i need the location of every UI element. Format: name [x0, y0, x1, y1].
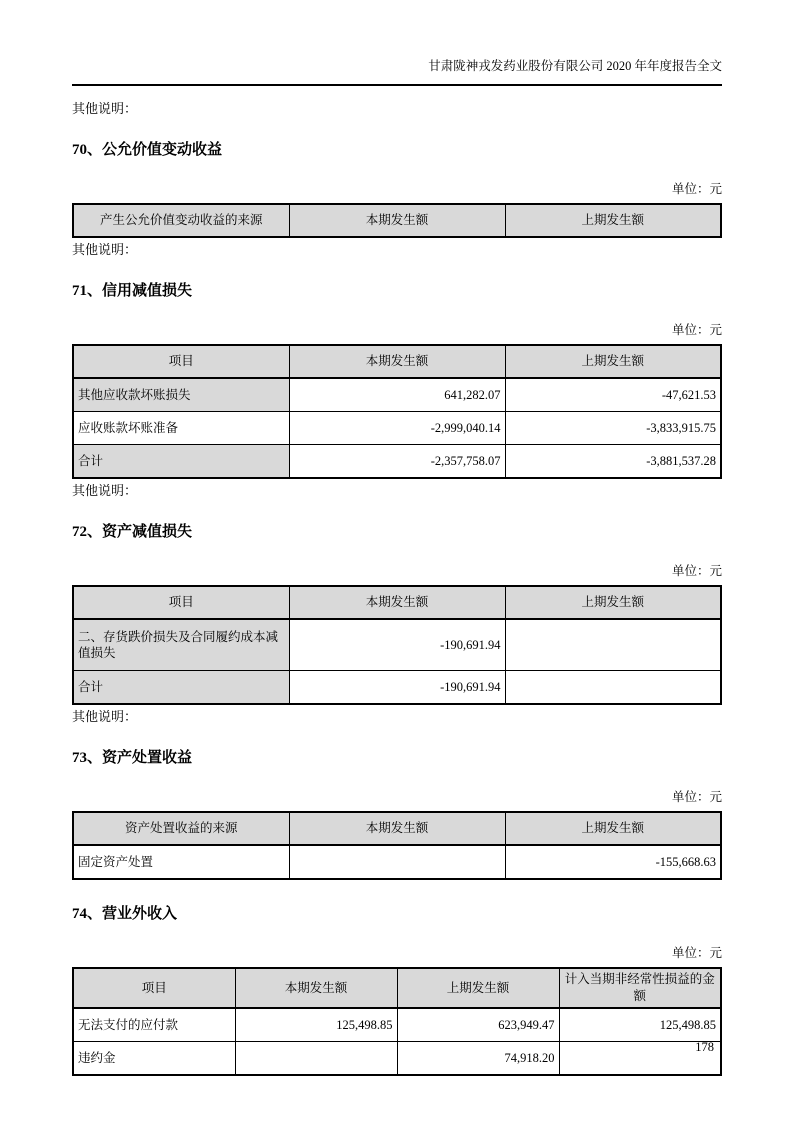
other-note-70: 其他说明：: [72, 242, 138, 257]
table-row: [73, 619, 721, 671]
current-period-value: -2,999,040.14: [289, 412, 505, 445]
section-71-heading: 71、信用减值损失: [72, 283, 193, 299]
unit-label-71: 单位：元: [671, 323, 722, 337]
other-note-71: 其他说明：: [72, 483, 138, 498]
non-recurring-value: 125,498.85: [559, 1008, 721, 1042]
fair-value-change-table: [72, 203, 722, 238]
column-header: 项目: [73, 345, 289, 378]
table-row: [73, 845, 721, 879]
prior-period-value: [505, 619, 721, 671]
non-operating-income-table: [72, 967, 722, 1076]
row-label: 违约金: [73, 1042, 235, 1076]
column-header: 本期发生额: [289, 812, 505, 845]
table-header-row: [73, 812, 721, 845]
other-note-top: 其他说明：: [72, 101, 138, 116]
column-header: 资产处置收益的来源: [73, 812, 289, 845]
column-header: 上期发生额: [505, 586, 721, 619]
row-label: 二、存货跌价损失及合同履约成本减值损失: [73, 619, 289, 671]
table-header-row: [73, 345, 721, 378]
unit-label-74: 单位：元: [671, 946, 722, 960]
row-label: 固定资产处置: [73, 845, 289, 879]
unit-label-70: 单位：元: [671, 182, 722, 196]
column-header: 项目: [73, 586, 289, 619]
column-header: 本期发生额: [289, 345, 505, 378]
prior-period-value: 74,918.20: [397, 1042, 559, 1076]
column-header: 上期发生额: [505, 204, 721, 237]
section-73-heading: 73、资产处置收益: [72, 750, 193, 766]
prior-period-value: -47,621.53: [505, 378, 721, 412]
page-number: 178: [695, 1040, 714, 1054]
row-label: 其他应收款坏账损失: [73, 378, 289, 412]
column-header: 本期发生额: [289, 586, 505, 619]
current-period-value: -190,691.94: [289, 671, 505, 705]
asset-disposal-income-table: [72, 811, 722, 880]
table-row-total: [73, 671, 721, 705]
column-header: 上期发生额: [505, 345, 721, 378]
document-header: [72, 0, 722, 86]
table-row-total: [73, 445, 721, 479]
table-header-row: [73, 968, 721, 1008]
column-header: 本期发生额: [235, 968, 397, 1008]
table-row: [73, 1042, 721, 1076]
table-row: [73, 1008, 721, 1042]
column-header: 项目: [73, 968, 235, 1008]
table-header-row: [73, 586, 721, 619]
column-header: 本期发生额: [289, 204, 505, 237]
unit-label-73: 单位：元: [671, 790, 722, 804]
column-header: 计入当期非经常性损益的金额: [559, 968, 721, 1008]
credit-impairment-table: [72, 344, 722, 479]
section-70-heading: 70、公允价值变动收益: [72, 142, 223, 158]
prior-period-value: [505, 671, 721, 705]
row-label: 合计: [73, 671, 289, 705]
column-header: 上期发生额: [505, 812, 721, 845]
section-74-heading: 74、营业外收入: [72, 906, 178, 922]
table-row: [73, 412, 721, 445]
current-period-value: -190,691.94: [289, 619, 505, 671]
asset-impairment-table: [72, 585, 722, 705]
table-row: [73, 378, 721, 412]
row-label: 应收账款坏账准备: [73, 412, 289, 445]
table-header-row: [73, 204, 721, 237]
prior-period-value: 623,949.47: [397, 1008, 559, 1042]
column-header: 上期发生额: [397, 968, 559, 1008]
current-period-value: -2,357,758.07: [289, 445, 505, 479]
current-period-value: [289, 845, 505, 879]
current-period-value: 125,498.85: [235, 1008, 397, 1042]
current-period-value: 641,282.07: [289, 378, 505, 412]
row-label: 无法支付的应付款: [73, 1008, 235, 1042]
row-label: 合计: [73, 445, 289, 479]
other-note-72: 其他说明：: [72, 709, 138, 724]
current-period-value: [235, 1042, 397, 1076]
prior-period-value: -3,833,915.75: [505, 412, 721, 445]
section-72-heading: 72、资产减值损失: [72, 524, 193, 540]
unit-label-72: 单位：元: [671, 564, 722, 578]
prior-period-value: -3,881,537.28: [505, 445, 721, 479]
column-header: 产生公允价值变动收益的来源: [73, 204, 289, 237]
prior-period-value: -155,668.63: [505, 845, 721, 879]
header-title: 甘肃陇神戎发药业股份有限公司 2020 年年度报告全文: [428, 59, 722, 73]
